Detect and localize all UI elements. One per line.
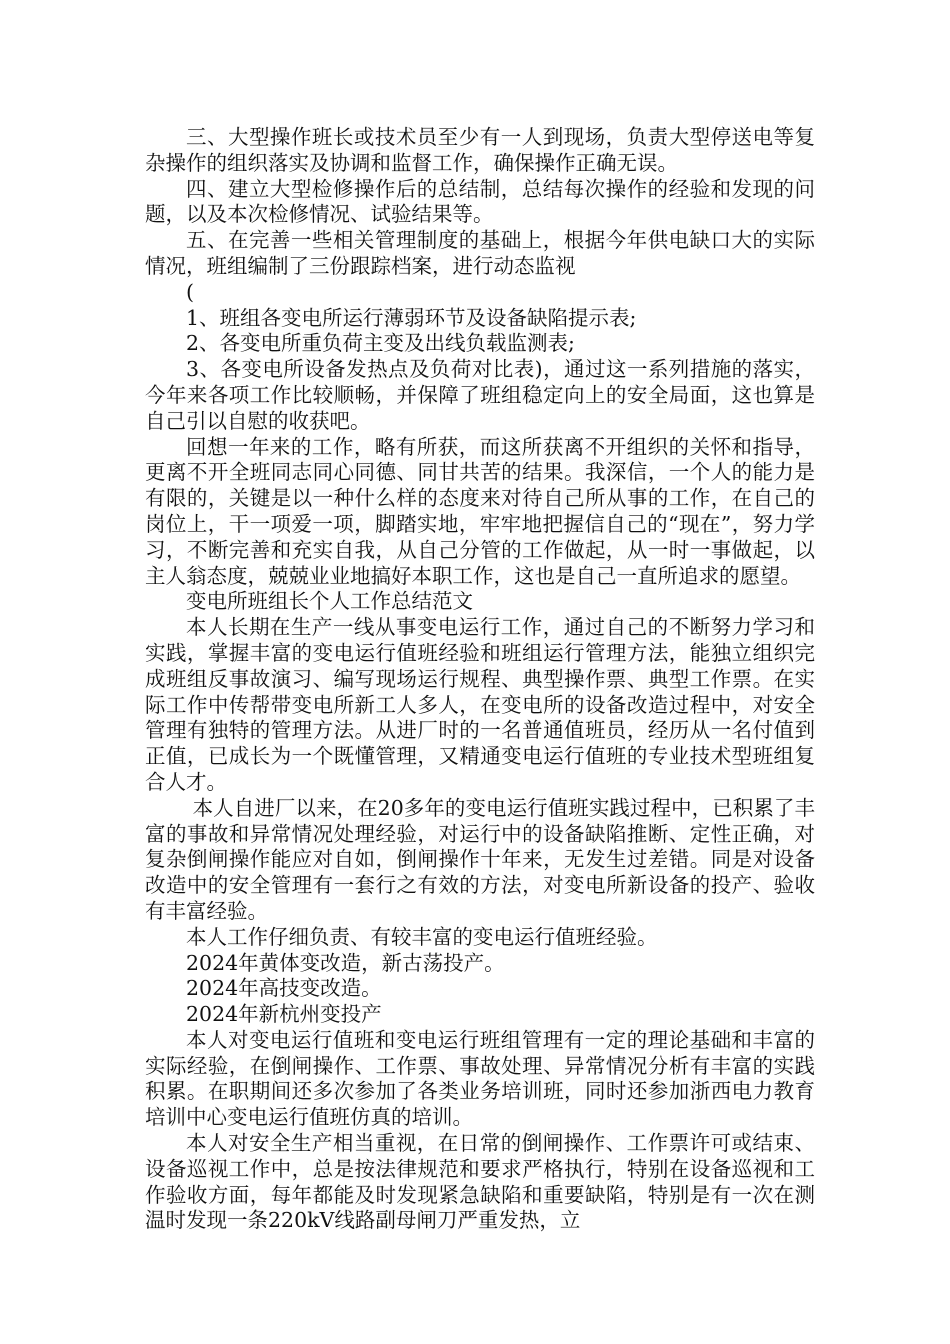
paragraph-4: ( (186, 279, 194, 304)
paragraph-3: 五、在完善一些相关管理制度的基础上，根据今年供电缺口大的实际情况，班组编制了三份跟踪档案，进行动态监视 (145, 228, 815, 278)
paragraph-intro: 本人长期在生产一线从事变电运行工作，通过自己的不断努力学习和实践，掌握丰富的变电运行值班经验和班组运行管理方法，能独立组织完成班组反事故演习、编写现场运行规程、典型操作票、典型工作票。在实际工作中传帮带变电所新工人多人，在变电所的设备改造过程中，对安全管理有独特的管理方法。从进厂时的一名普通值班员，经历从一名付值到正值，已成长为一个既懂管理，又精通变电运行值班的专业技术型班组复合人才。 (145, 615, 815, 794)
list-item-3: 3、各变电所设备发热点及负荷对比表)，通过这一系列措施的落实，今年来各项工作比较顺畅，并保障了班组稳定向上的安全局面，这也算是自己引以自慰的收获吧。 (145, 357, 815, 433)
paragraph-2: 四、建立大型检修操作后的总结制，总结每次操作的经验和发现的问题，以及本次检修情况、试验结果等。 (145, 176, 815, 227)
section-heading: 变电所班组长个人工作总结范文 (186, 589, 473, 614)
paragraph-review: 回想一年来的工作，略有所获，而这所获离不开组织的关怀和指导，更离不开全班同志同心同德、同甘共苦的结果。我深信，一个人的能力是有限的，关键是以一种什么样的态度来对待自己所从事的工作，在自己的岗位上，干一项爱一项，脚踏实地，牢牢地把握信自己的“现在”，努力学习，不断完善和充实自我，从自己分管的工作做起，从一时一事做起，以主人翁态度，兢兢业业地搞好本职工作，这也是自己一直所追求的愿望。 (145, 434, 815, 588)
project-item-3: 2024年新杭州变投产 (186, 1002, 382, 1027)
paragraph-safety: 本人对安全生产相当重视，在日常的倒闸操作、工作票许可或结束、设备巡视工作中，总是按法律规范和要求严格执行，特别在设备巡视和工作验收方面，每年都能及时发现紧急缺陷和重要缺陷，特别是有一次在测温时发现一条220kV线路副母闸刀严重发热，立 (145, 1131, 815, 1233)
paragraph-summary: 本人工作仔细负责、有较丰富的变电运行值班经验。 (186, 924, 658, 949)
list-item-2: 2、各变电所重负荷主变及出线负载监测表; (186, 331, 575, 356)
list-item-1: 1、班组各变电所运行薄弱环节及设备缺陷提示表; (186, 305, 637, 330)
paragraph-training: 本人对变电运行值班和变电运行班组管理有一定的理论基础和丰富的实际经验，在倒闸操作、工作票、事故处理、异常情况分析有丰富的实践积累。在职期间还多次参加了各类业务培训班，同时还参加浙西电力教育培训中心变电运行值班仿真的培训。 (145, 1027, 815, 1130)
project-item-2: 2024年高技变改造。 (186, 976, 382, 1001)
project-item-1: 2024年黄体变改造，新古荡投产。 (186, 950, 505, 975)
document-page (145, 125, 815, 1234)
paragraph-experience: 本人自进厂以来，在20多年的变电运行值班实践过程中，已积累了丰富的事故和异常情况处理经验，对运行中的设备缺陷推断、定性正确，对复杂倒闸操作能应对自如，倒闸操作十年来，无发生过差错。同是对设备改造中的安全管理有一套行之有效的方法，对变电所新设备的投产、验收有丰富经验。 (145, 795, 815, 923)
paragraph-1: 三、大型操作班长或技术员至少有一人到现场，负责大型停送电等复杂操作的组织落实及协调和监督工作，确保操作正确无误。 (145, 125, 815, 175)
